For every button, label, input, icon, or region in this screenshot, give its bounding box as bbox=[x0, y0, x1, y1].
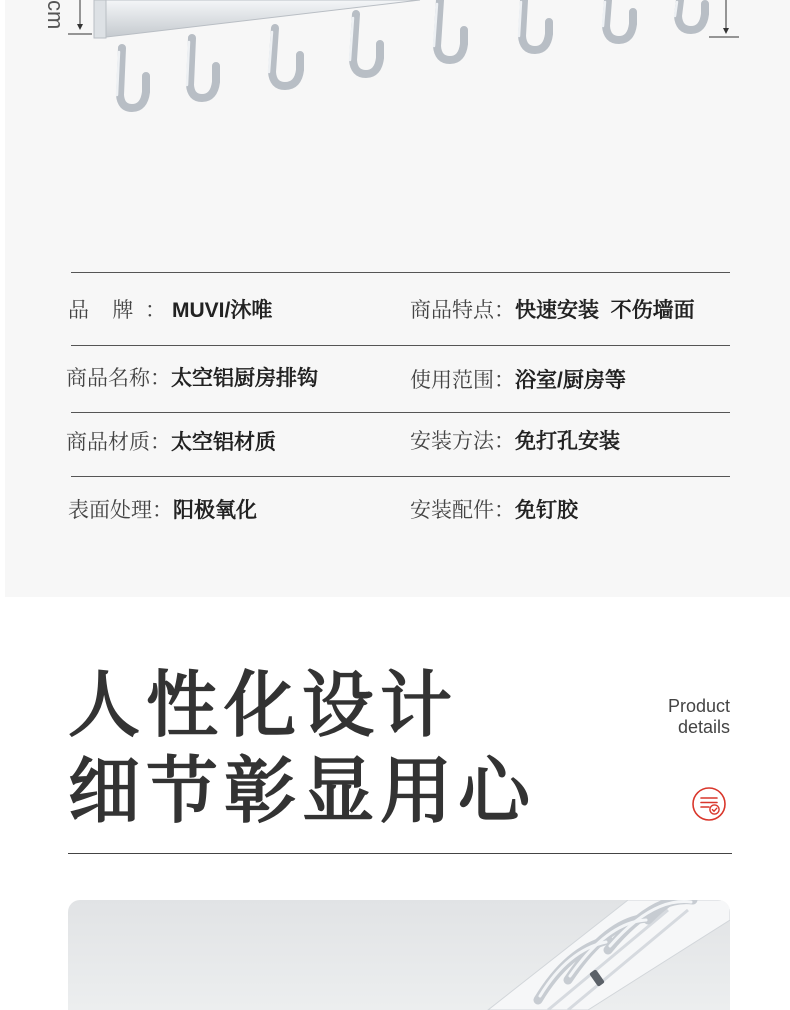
spec-label: 商品特点： bbox=[410, 299, 515, 322]
spec-value: 免钉胶 bbox=[515, 499, 578, 522]
tagline-line2: details bbox=[677, 717, 730, 737]
spec-label: 安装配件： bbox=[410, 499, 515, 522]
spec-value: 太空铝材质 bbox=[171, 431, 276, 454]
spec-accessories bbox=[410, 491, 578, 531]
dimension-label: cm bbox=[43, 0, 68, 30]
spec-label: 商品材质： bbox=[66, 431, 171, 454]
hook-rack-illustration bbox=[0, 0, 790, 130]
spec-value: MUVI/沐唯 bbox=[172, 299, 273, 322]
checklist-badge-icon bbox=[692, 787, 726, 821]
spec-product-name bbox=[66, 359, 318, 399]
spec-label: 品 牌 ： bbox=[68, 299, 167, 322]
detail-photo bbox=[68, 900, 730, 1010]
table-divider bbox=[71, 272, 730, 273]
spec-value: 快速安装 不伤墙面 bbox=[515, 299, 695, 322]
section-headline-line2: 细节彰显用心 bbox=[68, 752, 537, 832]
product-hero-image bbox=[0, 0, 790, 130]
section-headline-line1: 人性化设计 bbox=[68, 666, 459, 746]
tagline-line1: Product bbox=[667, 696, 730, 716]
spec-material bbox=[66, 423, 276, 463]
spec-brand bbox=[68, 291, 272, 331]
spec-surface bbox=[68, 491, 257, 531]
table-divider bbox=[71, 345, 730, 346]
section-tagline bbox=[610, 696, 730, 738]
hook-closeup-illustration bbox=[68, 900, 730, 1010]
spec-label: 使用范围： bbox=[410, 369, 515, 392]
spec-value: 浴室/厨房等 bbox=[515, 369, 626, 392]
spec-install-method bbox=[410, 422, 620, 462]
spec-usage bbox=[410, 361, 626, 401]
spec-value: 太空铝厨房排钩 bbox=[171, 367, 318, 390]
table-divider bbox=[71, 476, 730, 477]
spec-label: 商品名称： bbox=[66, 367, 171, 390]
spec-label: 安装方法： bbox=[410, 430, 515, 453]
section-divider bbox=[68, 853, 732, 854]
spec-features bbox=[410, 291, 695, 331]
spec-value: 免打孔安装 bbox=[515, 430, 620, 453]
table-divider bbox=[71, 412, 730, 413]
spec-value: 阳极氧化 bbox=[173, 499, 257, 522]
spec-label: 表面处理： bbox=[68, 499, 173, 522]
